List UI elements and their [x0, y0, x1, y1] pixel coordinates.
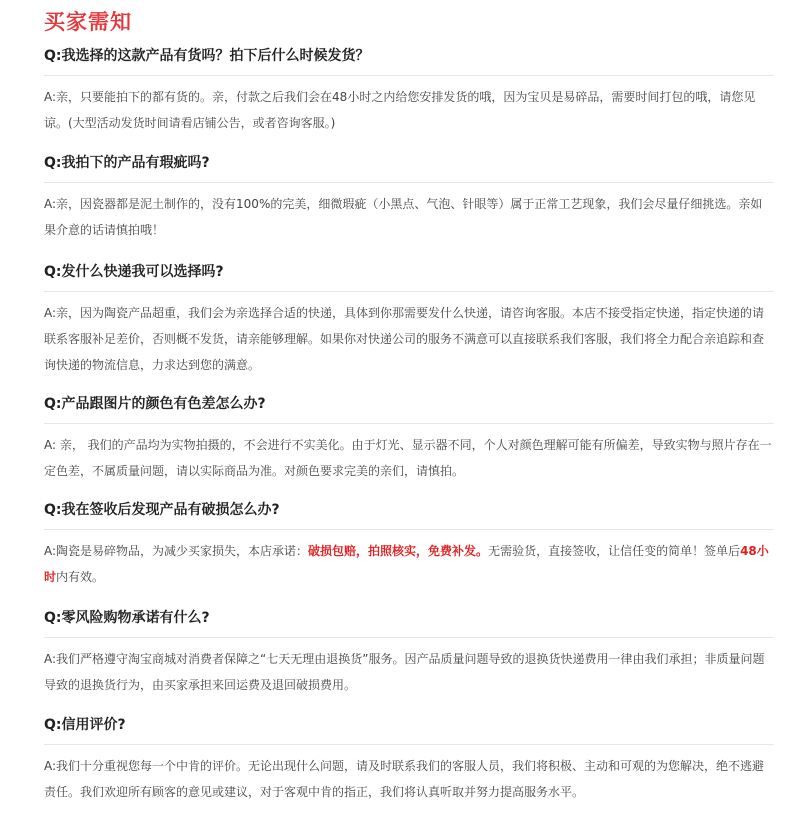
faq-question: Q:我在签收后发现产品有破损怎么办?	[44, 502, 280, 518]
answer-text: 无需验货，直接签收，让信任变的简单！签单后	[488, 544, 741, 558]
faq-item-rating	[44, 715, 774, 805]
faq-question: Q:发什么快递我可以选择吗?	[44, 264, 224, 280]
answer-text: A:陶瓷是易碎物品，为减少买家损失，本店承诺：	[44, 544, 309, 558]
answer-text: 内有效。	[56, 570, 105, 584]
faq-answer: A:亲，因瓷器都是泥土制作的，没有100%的完美，细微瑕疵（小黑点、气泡、针眼等）属于正常工艺现象，我们会尽量仔细挑选。亲如果介意的话请慎拍哦！	[44, 197, 763, 237]
highlight-guarantee: 破损包赔，拍照核实，免费补发。	[308, 544, 489, 558]
faq-item-stock	[44, 46, 774, 136]
divider	[44, 423, 774, 424]
faq-item-defect	[44, 153, 774, 243]
faq-question: Q:零风险购物承诺有什么?	[44, 610, 210, 626]
divider	[44, 637, 774, 638]
faq-answer: A:我们十分重视您每一个中肯的评价。无论出现什么问题，请及时联系我们的客服人员，我们将积极、主动和可观的为您解决，绝不逃避责任。我们欢迎所有顾客的意见或建议，对于客观中肯的指正，我们将认真听取并努力提高服务水平。	[44, 759, 765, 799]
faq-answer	[44, 538, 774, 590]
divider	[44, 75, 774, 76]
faq-answer: A:亲，因为陶瓷产品超重，我们会为亲选择合适的快递，具体到你那需要发什么快递，请咨询客服。本店不接受指定快递，指定快递的请联系客服补足差价，否则概不发货，请亲能够理解。如果你对快递公司的服务不满意可以直接联系我们客服，我们将全力配合亲追踪和查询快递的物流信息，力求达到您的满意。	[44, 306, 765, 372]
faq-item-zero-risk	[44, 608, 774, 698]
faq-answer: A:亲，只要能拍下的都有货的。亲，付款之后我们会在48小时之内给您安排发货的哦，因为宝贝是易碎品，需要时间打包的哦，请您见谅。(大型活动发货时间请看店铺公告，或者咨询客服。)	[44, 90, 756, 130]
faq-question: Q:我选择的这款产品有货吗？拍下后什么时候发货？	[44, 48, 370, 64]
highlight-hours: 48小时	[44, 544, 769, 584]
faq-item-color	[44, 394, 774, 484]
divider	[44, 291, 774, 292]
faq-answer: A: 亲， 我们的产品均为实物拍摄的，不会进行不实美化。由于灯光、显示器不同，个人对颜色理解可能有所偏差，导致实物与照片存在一定色差，不属质量问题，请以实际商品为准。对颜色要求完美的亲们，请慎拍。	[44, 438, 772, 478]
faq-question: Q:信用评价?	[44, 717, 126, 733]
faq-answer: A:我们严格遵守淘宝商城对消费者保障之“七天无理由退换货”服务。因产品质量问题导致的退换货快递费用一律由我们承担；非质量问题导致的退换货行为，由买家承担来回运费及退回破损费用。	[44, 652, 765, 692]
divider	[44, 744, 774, 745]
divider	[44, 182, 774, 183]
faq-item-courier	[44, 262, 774, 378]
faq-item-damage	[44, 500, 774, 590]
faq-question: Q:产品跟图片的颜色有色差怎么办?	[44, 396, 266, 412]
faq-question: Q:我拍下的产品有瑕疵吗?	[44, 155, 210, 171]
divider	[44, 529, 774, 530]
page-title: 买家需知	[44, 10, 132, 34]
